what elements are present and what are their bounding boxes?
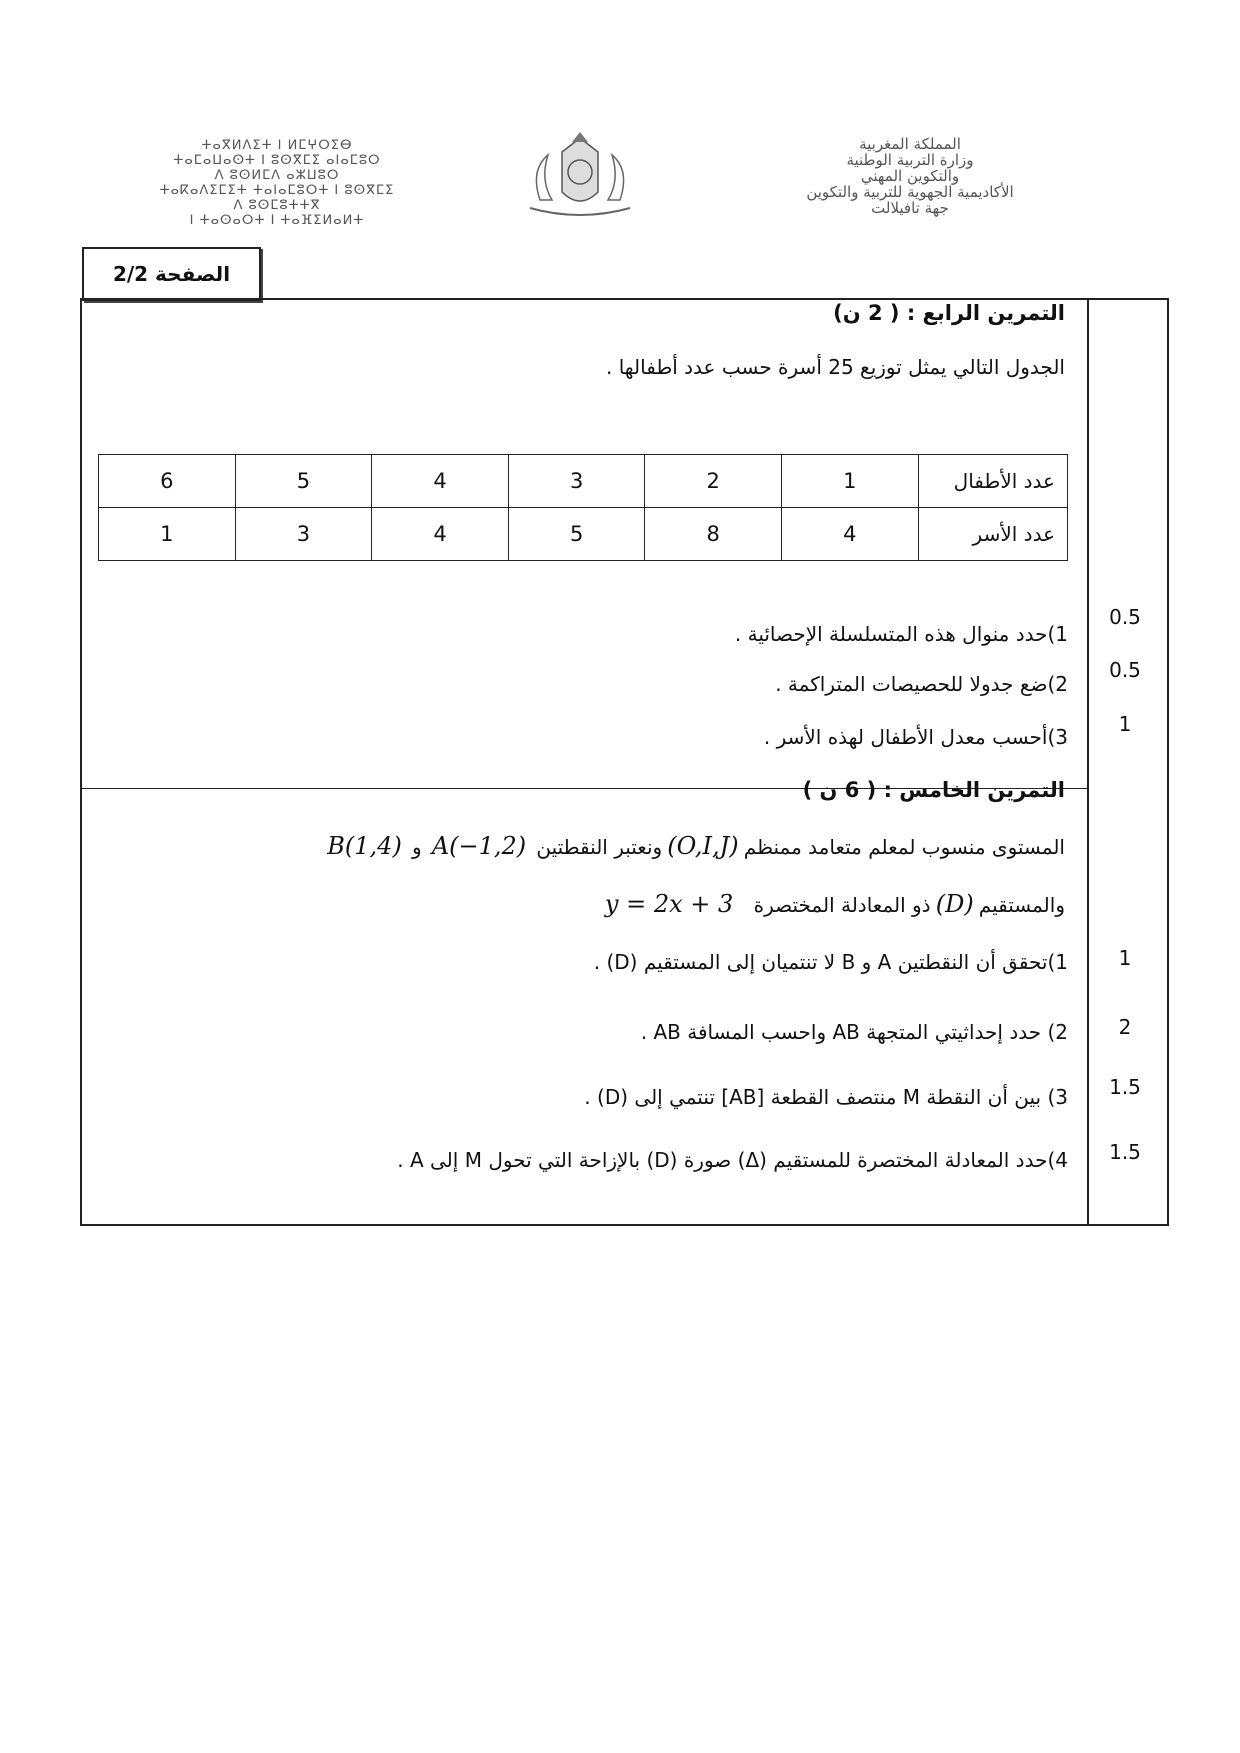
exercise5-question: 3) بين أن النقطة M منتصف القطعة [AB] تنتمي إلى (D) . [584, 1085, 1068, 1109]
tifinagh-header [112, 138, 442, 228]
table-row [99, 508, 1068, 561]
exercise4-question: 1)حدد منوال هذه المتسلسلة الإحصائية . [734, 622, 1068, 646]
statement-text: ونعتبر النقطتين [536, 835, 663, 859]
exercise5-statement-line1 [327, 832, 1065, 860]
row-label-children: عدد الأطفال [918, 455, 1067, 508]
ministry-line: الأكاديمية الجهوية للتربية والتكوين [806, 183, 1014, 201]
ministry-line: جهة تافيلالت [871, 199, 949, 217]
table-cell: 4 [372, 508, 509, 561]
table-cell: 5 [508, 508, 645, 561]
table-cell: 4 [782, 508, 919, 561]
table-cell: 4 [372, 455, 509, 508]
question-points: 0.5 [1109, 658, 1141, 682]
exercise5-question: 1)تحقق أن النقطتين A و B لا تنتميان إلى المستقيم (D) . [593, 950, 1068, 974]
exercise5-question: 4)حدد المعادلة المختصرة للمستقيم (Δ) صورة (D) بالإزاحة التي تحول M إلى A . [397, 1148, 1068, 1172]
statement-text: والمستقيم [978, 893, 1065, 917]
question-points: 1.5 [1109, 1140, 1141, 1164]
row-label-families: عدد الأسر [918, 508, 1067, 561]
page-number: الصفحة 2/2 [112, 262, 231, 286]
question-points: 2 [1118, 1015, 1132, 1039]
question-points: 1 [1118, 712, 1132, 736]
point-b: B(1,4) [327, 832, 402, 860]
tifinagh-line: ⵜⴰⴳⵍⴷⵉⵜ ⵏ ⵍⵎⵖⵔⵉⴱ [201, 138, 353, 153]
question-points: 0.5 [1109, 605, 1141, 629]
exercise5-title: التمرين الخامس : ( 6 ن ) [802, 778, 1065, 802]
ministry-line: والتكوين المهني [860, 167, 960, 185]
tifinagh-line: ⵜⴰⴽⴰⴷⵉⵎⵉⵜ ⵜⴰⵏⴰⵎⵓⵔⵜ ⵏ ⵓⵙⴳⵎⵉ [159, 183, 395, 198]
statement-text: ذو المعادلة المختصرة [753, 893, 931, 917]
table-cell: 2 [645, 455, 782, 508]
exercise5-statement-line2 [605, 890, 1065, 918]
equation: y = 2x + 3 [604, 890, 734, 918]
question-points: 1 [1118, 946, 1132, 970]
tifinagh-line: ⵏ ⵜⴰⵙⴰⵔⵜ ⵏ ⵜⴰⴼⵉⵍⴰⵍⵜ [189, 213, 365, 228]
ministry-line: وزارة التربية الوطنية [846, 151, 974, 169]
tifinagh-line: ⴷ ⵓⵙⵍⵎⴷ ⴰⵣⵡⵓⵔ [214, 168, 340, 183]
exercise4-title: التمرين الرابع : ( 2 ن) [833, 301, 1065, 325]
line-d: (D) [935, 890, 974, 918]
exercise4-question: 2)ضع جدولا للحصيصات المتراكمة . [775, 672, 1068, 696]
table-cell: 6 [99, 455, 236, 508]
tifinagh-line: ⵜⴰⵎⴰⵡⴰⵙⵜ ⵏ ⵓⵙⴳⵎⵉ ⴰⵏⴰⵎⵓⵔ [173, 153, 381, 168]
frame-notation: (O,I,J) [667, 832, 739, 860]
table-cell: 5 [235, 455, 372, 508]
families-children-table [98, 454, 1068, 561]
ministry-line: المملكة المغربية [859, 135, 961, 153]
exercise5-question: 2) حدد إحداثيتي المتجهة AB واحسب المسافة AB . [640, 1020, 1068, 1044]
table-cell: 1 [99, 508, 236, 561]
tifinagh-line: ⴷ ⵓⵙⵎⵓⵜⵜⴳ [233, 198, 321, 213]
table-row [99, 455, 1068, 508]
exercise4-intro: الجدول التالي يمثل توزيع 25 أسرة حسب عدد أطفالها . [605, 355, 1065, 379]
statement-text: المستوى منسوب لمعلم متعامد ممنظم [743, 835, 1065, 859]
table-cell: 1 [782, 455, 919, 508]
document-header [0, 120, 1240, 230]
table-cell: 8 [645, 508, 782, 561]
page-number-box [82, 247, 261, 301]
table-cell: 3 [508, 455, 645, 508]
conjunction: و [411, 835, 422, 859]
exercise4-question: 3)أحسب معدل الأطفال لهذه الأسر . [763, 725, 1068, 749]
coat-of-arms-emblem [510, 130, 650, 220]
point-a: A(−1,2) [431, 832, 527, 860]
question-points: 1.5 [1109, 1075, 1141, 1099]
ministry-header [690, 136, 1130, 216]
table-cell: 3 [235, 508, 372, 561]
